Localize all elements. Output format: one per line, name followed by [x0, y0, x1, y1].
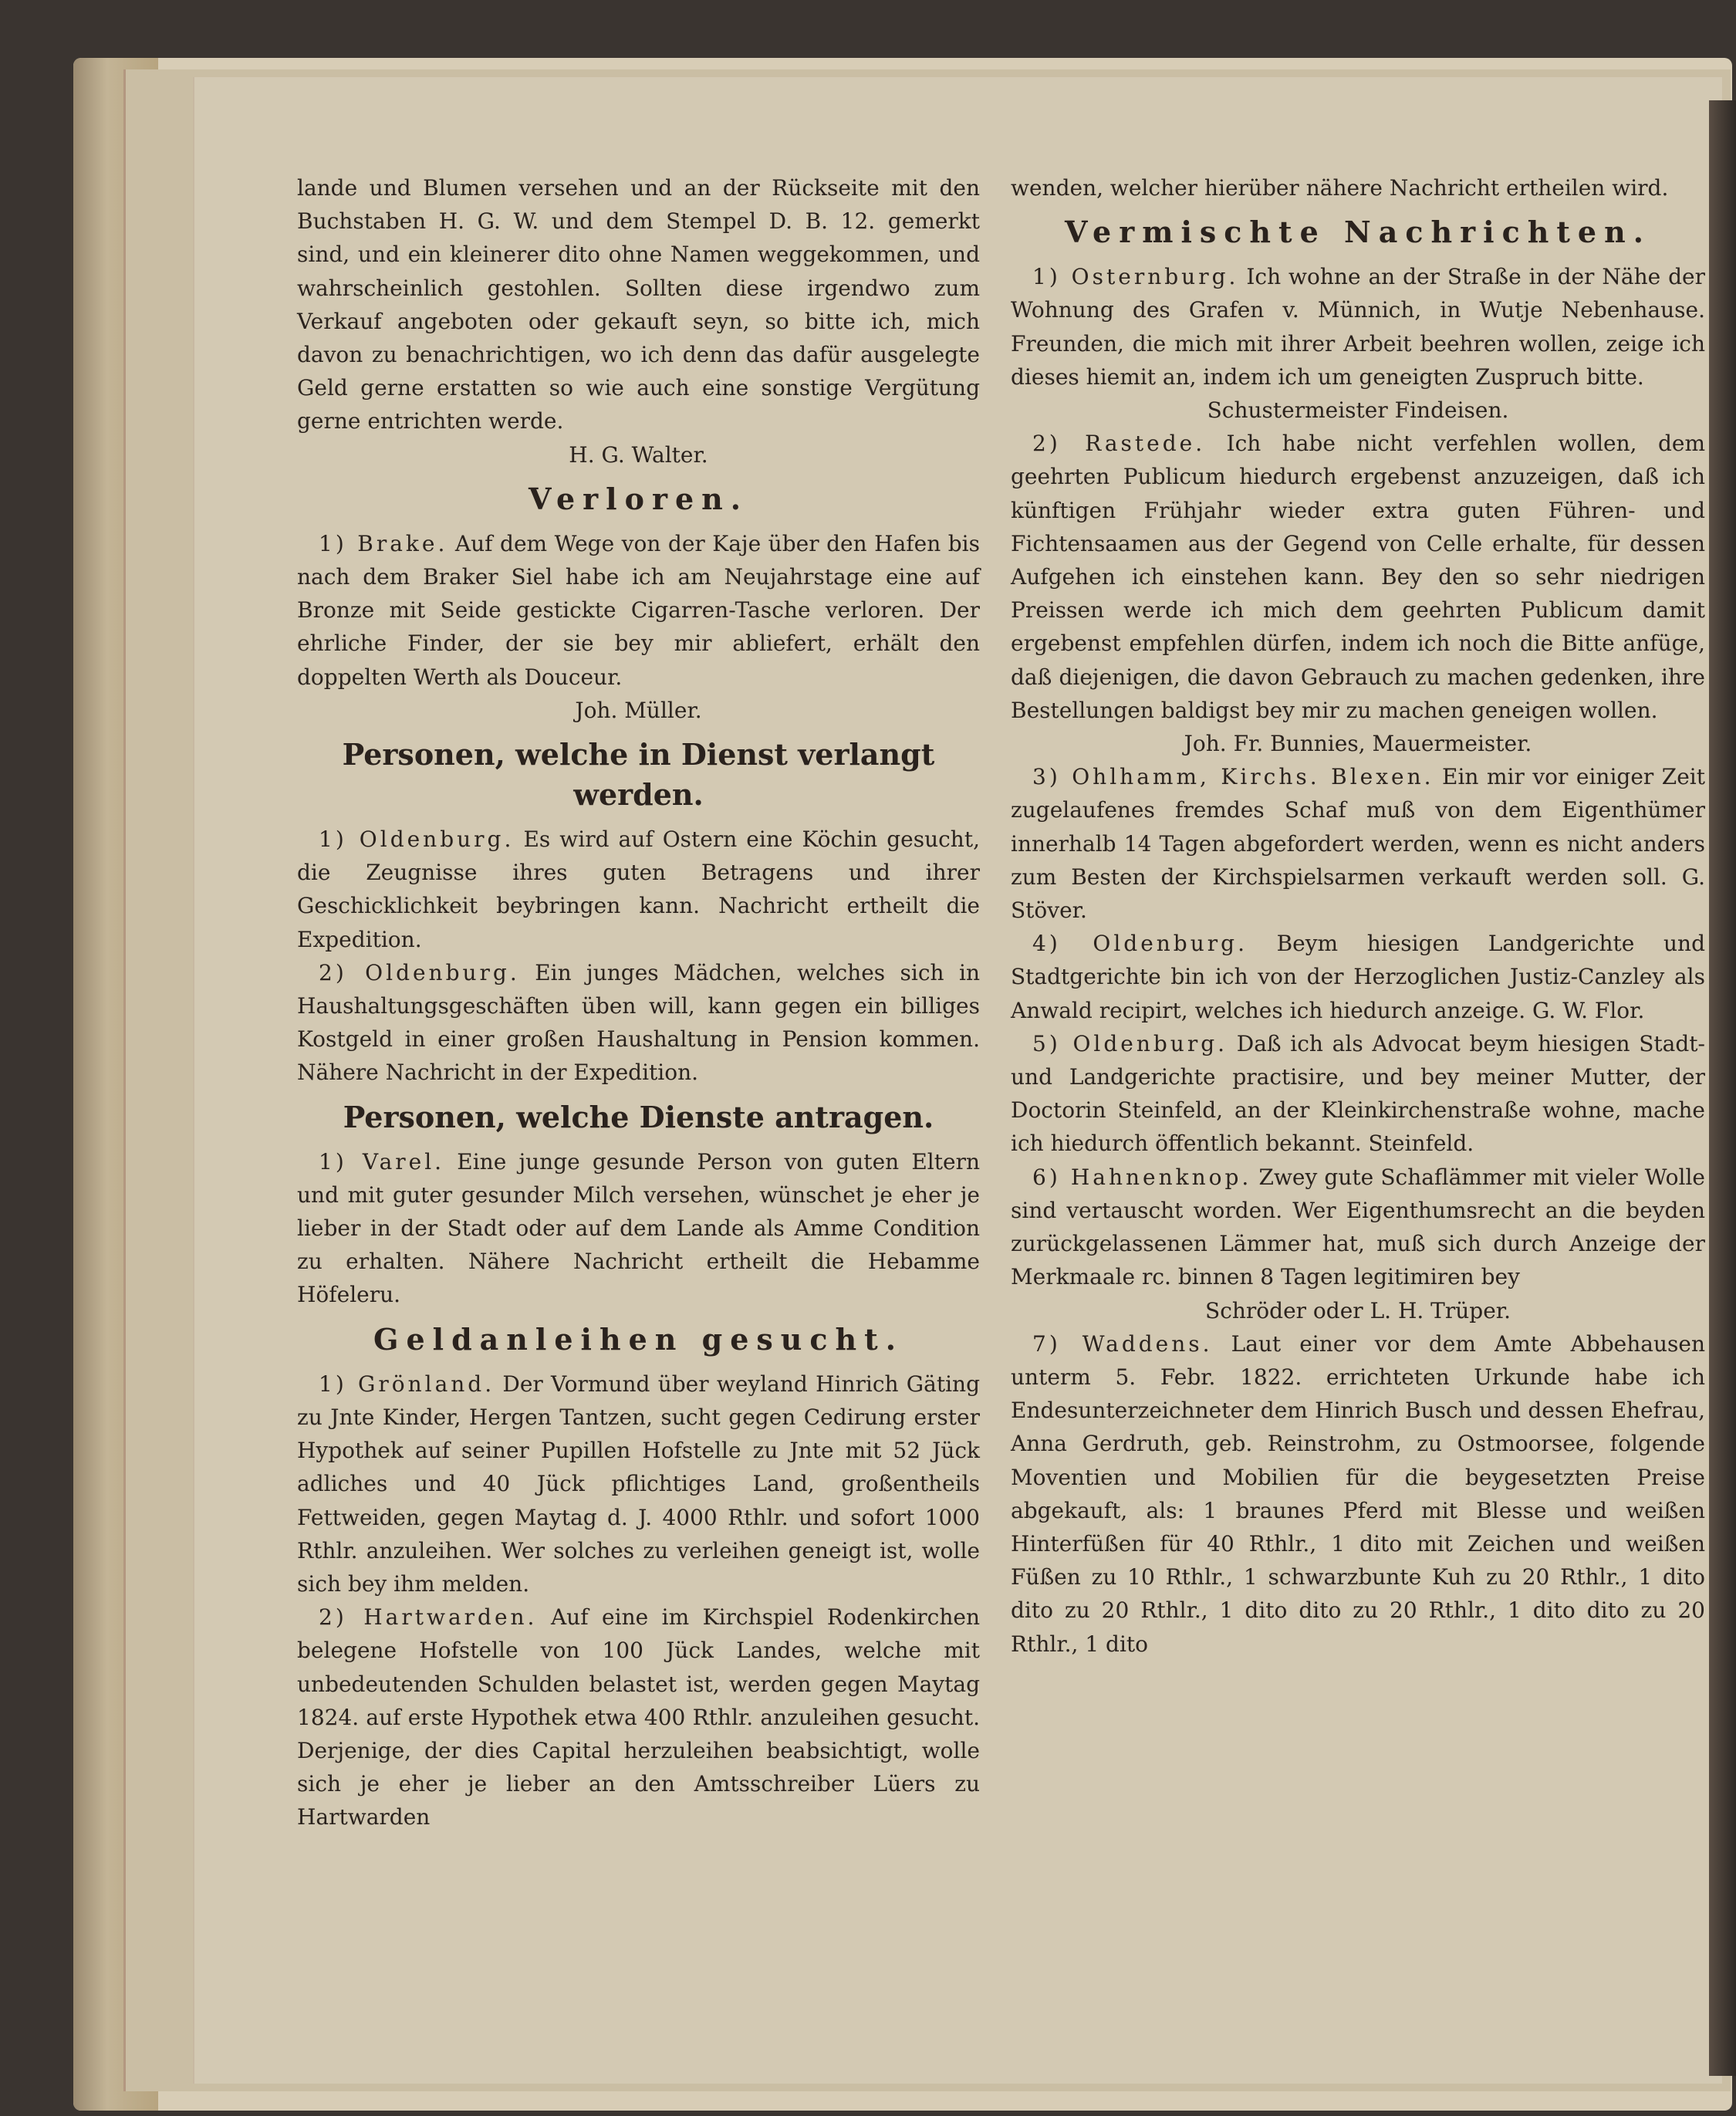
entry-text: Daß ich als Advocat beym hiesigen Stadt- und Landgerichte practisire, und bey meiner Mutter, der Doctorin Steinfeld, an der Kleinkirchenstraße wohne, mache ich hiedurch öffentlich bekannt. [1011, 1030, 1705, 1157]
entry-lead: 2) Hartwarden. [319, 1604, 538, 1631]
verloren-entry-1 [297, 527, 980, 694]
entry-lead: 5) Oldenburg. [1032, 1030, 1228, 1056]
entry-text: Eine junge gesunde Person von guten Eltern und mit guter gesunder Milch versehen, wünschet je eher je lieber in der Stadt oder auf dem Lande als Amme Condition zu erhalten. Nähere Nachricht ertheilt die Hebamme Höfeleru. [297, 1148, 980, 1308]
vermischte-signature-6: Schröder oder L. H. Trüper. [1205, 1297, 1511, 1323]
dienst-verlangt-entry-2 [297, 956, 980, 1090]
entry-lead: 1) Osternburg. [1032, 264, 1239, 290]
intro-text: lande und Blumen versehen und an der Rückseite mit den Buchstaben H. G. W. und dem Stempel D. B. 12. gemerkt sind, und ein kleinerer dito ohne Namen weggekommen, und wahrscheinlich gestohlen. Sollten diese irgendwo zum Verkauf angeboten oder gekauft seyn, so bitte ich, mich davon zu benachrichtigen, wo ich denn das dafür ausgelegte Geld gerne erstatten so wie auch eine sonstige Vergütung gerne entrichten werde. [297, 175, 980, 434]
entry-lead: 6) Hahnenknop. [1032, 1164, 1252, 1190]
entry-lead: 2) Rastede. [1032, 431, 1206, 457]
intro-signature: H. G. Walter. [569, 441, 708, 468]
entry-text: Der Vormund über weyland Hinrich Gäting zu Jnte Kinder, Hergen Tantzen, sucht gegen Cedirung erster Hypothek auf seiner Pupillen Hofstelle zu Jnte mit 52 Jück adliches und 40 Jück pflichtiges Land, großentheils Fettweiden, gegen Maytag d. J. 4000 Rthlr. und sofort 1000 Rthlr. anzuleihen. Wer solches zu verleihen geneigt ist, wolle sich bey ihm melden. [297, 1371, 980, 1597]
book-spine [1709, 100, 1736, 2076]
vermischte-entry-2 [1011, 427, 1705, 727]
entry-signature: Steinfeld. [1368, 1131, 1474, 1157]
heading-dienste-antragen: Personen, welche Dienste antragen. [343, 1099, 934, 1134]
dienste-antragen-entry-1 [297, 1145, 980, 1312]
entry-lead: 3) Ohlhamm, Kirchs. Blexen. [1032, 764, 1434, 790]
entry-text: Auf dem Wege von der Kaje über den Hafen bis nach dem Braker Siel habe ich am Neujahrstage eine auf Bronze mit Seide gestickte Cigarren-Tasche verloren. Der ehrliche Finder, der sie bey mir abliefert, erhält den doppelten Werth als Douceur. [297, 530, 981, 690]
entry-lead: 2) Oldenburg. [319, 959, 520, 985]
entry-lead: 1) Grönland. [319, 1371, 495, 1397]
left-column [297, 171, 980, 1834]
vermischte-entry-6 [1011, 1161, 1705, 1294]
vermischte-signature-2: Joh. Fr. Bunnies, Mauermeister. [1184, 731, 1532, 757]
entry-lead: 1) Varel. [319, 1148, 445, 1175]
entry-lead: 1) Oldenburg. [319, 826, 515, 853]
heading-vermischte: Vermischte Nachrichten. [1065, 215, 1651, 250]
vermischte-entry-3 [1011, 760, 1705, 927]
entry-lead: 4) Oldenburg. [1032, 931, 1248, 957]
entry-text: Es wird auf Ostern eine Köchin gesucht, die Zeugnisse ihres guten Betragens und ihrer Geschicklichkeit beybringen kann. Nachricht ertheilt die Expedition. [297, 826, 980, 952]
entry-lead: 7) Waddens. [1032, 1330, 1213, 1357]
entry-text: Zwey gute Schaflämmer mit vieler Wolle sind vertauscht worden. Wer Eigenthumsrecht an die beyden zurückgelassenen Lämmer hat, muß sich durch Anzeige der Merkmaale rc. binnen 8 Tagen legitimiren bey [1011, 1164, 1705, 1290]
continuation-text: wenden, welcher hierüber nähere Nachricht ertheilen wird. [1011, 175, 1669, 201]
geldanleihen-entry-2 [297, 1601, 980, 1834]
entry-signature: G. Stöver. [1011, 864, 1705, 924]
vermischte-entry-1 [1011, 260, 1705, 394]
entry-text: Ich wohne an der Straße in der Nähe der Wohnung des Grafen v. Münnich, in Wutje Nebenhause. Freunden, die mich mit ihrer Arbeit beehren wollen, zeige ich dieses hiemit an, indem ich um geneigten Zuspruch bitte. [1011, 264, 1705, 390]
entry-text: Ein mir vor einiger Zeit zugelaufenes fremdes Schaf muß von dem Eigenthümer innerhalb 14 Tagen abgefordert werden, wenn es nicht anders zum Besten der Kirchspielsarmen verkauft werden soll. [1011, 764, 1706, 890]
entry-signature: G. W. Flor. [1532, 997, 1645, 1023]
entry-text: Laut einer vor dem Amte Abbehausen unterm 5. Febr. 1822. errichteten Urkunde habe ich Endesunterzeichneter dem Hinrich Busch und dessen Ehefrau, Anna Gerdruth, geb. Reinstrohm, zu Ostmoorsee, folgende Moventien und Mobilien für die beygesetzten Preise abgekauft, als: 1 braunes Pferd mit Blesse und weißen Hinterfüßen für 40 Rthlr., 1 dito mit Zeichen und weißen Füßen zu 10 Rthlr., 1 schwarzbunte Kuh zu 20 Rthlr., 1 dito dito zu 20 Rthlr., 1 dito dito zu 20 Rthlr., 1 dito dito zu 20 Rthlr., 1 dito [1011, 1330, 1705, 1657]
right-column [1011, 171, 1705, 1661]
vermischte-signature-1: Schustermeister Findeisen. [1207, 397, 1509, 424]
heading-dienst-verlangt: Personen, welche in Dienst verlangt werden. [342, 737, 935, 813]
dienst-verlangt-entry-1 [297, 823, 980, 956]
verloren-signature: Joh. Müller. [575, 697, 702, 723]
vermischte-entry-4 [1011, 927, 1705, 1027]
vermischte-entry-5 [1011, 1027, 1705, 1161]
entry-text: Beym hiesigen Landgerichte und Stadtgerichte bin ich von der Herzoglichen Justiz-Canzley als Anwald recipirt, welches ich hiedurch anzeige. [1011, 931, 1705, 1023]
entry-text: Ein junges Mädchen, welches sich in Haushaltungsgeschäften üben will, kann gegen ein billiges Kostgeld in einer großen Haushaltung in Pension kommen. Nähere Nachricht in der Expedition. [297, 959, 980, 1086]
vermischte-entry-7 [1011, 1327, 1705, 1661]
entry-text: Ich habe nicht verfehlen wollen, dem geehrten Publicum hiedurch ergebenst anzuzeigen, daß ich künftigen Frühjahr wieder extra guten Führen- und Fichtensaamen aus der Gegend von Celle erhalte, für dessen Aufgehen ich einstehen kann. Bey den so sehr niedrigen Preissen werde ich mich dem geehrten Publicum damit ergebenst empfehlen dürfen, indem ich noch die Bitte anfüge, daß diejenigen, die davon Gebrauch zu machen gedenken, ihre Bestellungen baldigst bey mir zu machen geneigen wollen. [1011, 431, 1705, 723]
heading-verloren: Verloren. [528, 481, 749, 516]
entry-lead: 1) Brake. [319, 530, 448, 556]
geldanleihen-entry-1 [297, 1367, 980, 1601]
heading-geldanleihen: Geldanleihen gesucht. [373, 1321, 903, 1357]
entry-text: Auf eine im Kirchspiel Rodenkirchen belegene Hofstelle von 100 Jück Landes, welche mit unbedeutenden Schulden belastet ist, werden gegen Maytag 1824. auf erste Hypothek etwa 400 Rthlr. anzuleihen gesucht. Derjenige, der dies Capital herzuleihen beabsichtigt, wolle sich je eher je lieber an den Amtsschreiber Lüers zu Hartwarden [297, 1604, 980, 1830]
